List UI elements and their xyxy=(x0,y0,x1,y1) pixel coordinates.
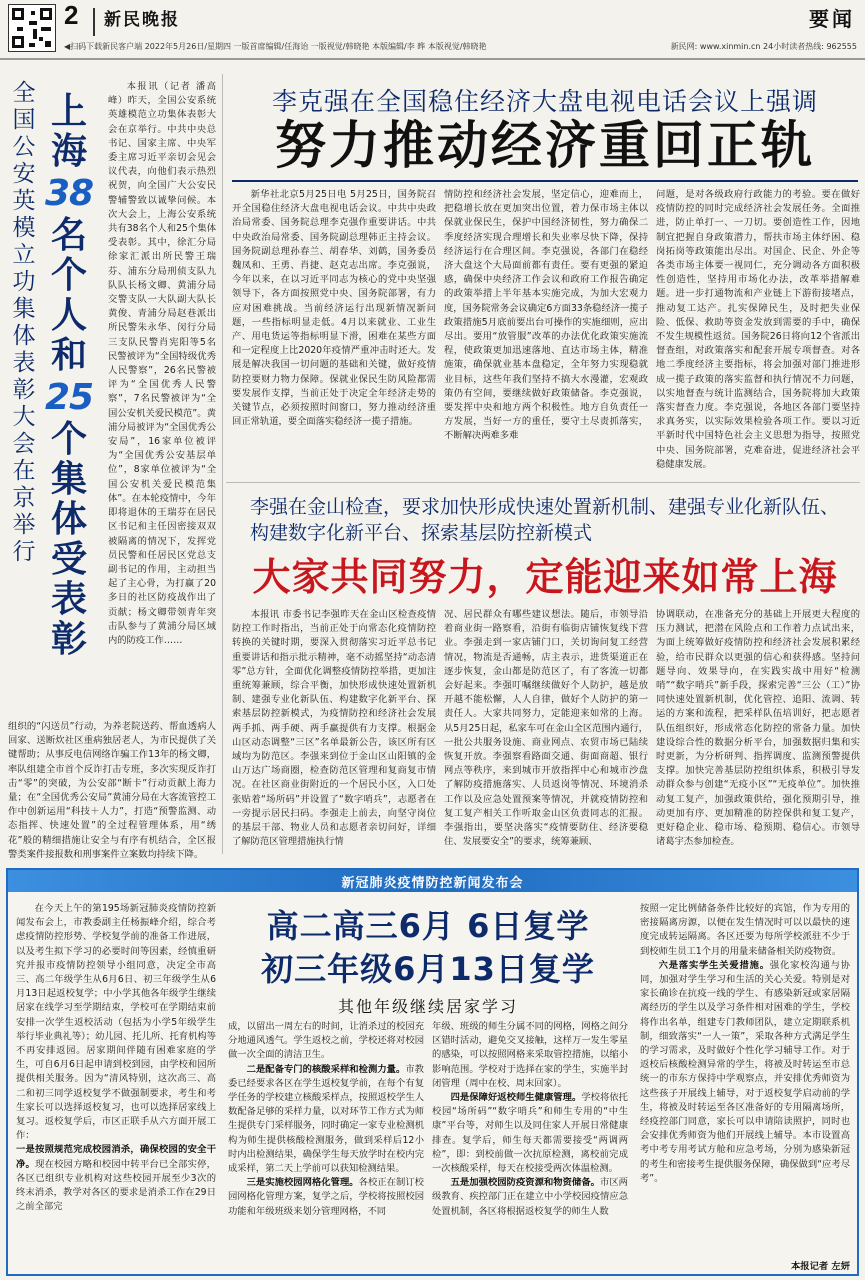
covid-col-2: 成，以留出一周左右的时间，让消杀过的校园充分地通风透气。学生返校之前，学校还将对校园做一次全面的清洁卫生。 二是配备专门的核酸采样和检测力量。市教委已经要求各区在学生返校复学前，在每个有复学任务的学校建立核酸采样点，按照返校学生人数配备足够的采样力量，以对环节工作方式为师生提供专门采样服务，同时确定一家专业检测机构为师生提供核酸检测服务，做到采样后12小时内出检测结果，确保学生每天放学时在校内完成采样，第二天上学前可以获知检测结果。 三是实施校园网格化管理。各校正在制订校园网格化管理方案，复学之后，学校将按照校园功能和年级班级来划分管理网格，不同 xyxy=(228,1021,424,1217)
header-divider xyxy=(93,8,95,36)
covid-col-3: 年级、班级的师生分属不同的网格，网格之间分区错时活动，避免交叉接触，这样万一发生零星的感染，可以按照网格来采取管控措施，以缩小影响范围。学校对于选择在家的学生，实施半封闭管理（周中在校、周末回家）。 四是保障好返校师生健康管理。学校将依托校园“场所码”“数字哨兵”和师生专用的“中生康”平台等，对师生以及同住家人开展日常健康排查。复学后，师生每天都需要接受“两调两检”，即：到校前做一次抗原检测，离校前完成一次核酸采样，每天在校接受两次体温检测。 五是加强校园防疫资源和物资储备。市区两级教育、疾控部门正在建立中小学校园疫情应急处置机制，各区将根据返校复学的师生人数 xyxy=(432,1021,628,1217)
contact-info: 新民网: www.xinmin.cn 24小时读者热线: 962555 xyxy=(670,42,857,51)
covid-subtitle: 其他年级继续居家学习 xyxy=(337,997,518,1016)
edition-info: ◀扫码下载新民客户端 2022年5月26日/星期四 一版首席编辑/任海诒 一版视觉/韩晓艳 本版编辑/李 晔 本版视觉/韩晓艳 xyxy=(64,42,487,51)
title-prefix: 上海 xyxy=(50,91,87,172)
section-divider xyxy=(226,482,860,483)
title-mid: 名个人和 xyxy=(50,215,87,376)
second-article-title: 大家共同努力，定能迎来如常上海 xyxy=(252,555,838,599)
police-article-body-bottom: 组织的“闪送员”行动，为养老院送药、帮血透病人回家、送断炊社区重病独居老人，为市民提供了关键帮助；从事反电信网络诈骗工作13年的杨文卿，率队组建全市首个反诈打击专班，多次实现反诈打击“零”的突破，为公安部“断卡”行动贡献上海力量；在“全国优秀公安局”黄浦分局在大客流管控工作中创新运用“科技＋人力”，打造“预警监测、动态指挥、快速处置”的全过程管理体系，用“绣花”般的精细措施让安全与有序有机结合，全区报警类案件接报数和刑事案件立案数均持续下降。 xyxy=(8,721,216,860)
covid-byline: 本报记者 左妍 xyxy=(790,1261,850,1272)
lead-title-rule xyxy=(232,180,858,182)
qr-code-icon[interactable] xyxy=(8,4,56,52)
covid-title-line-2: 初三年级6月13日复学 xyxy=(261,950,595,988)
lead-article-col-2: 情防控和经济社会发展，坚定信心，迎难而上，把稳增长放在更加突出位置，着力保市场主体以保就业保民生，保护中国经济韧性，努力确保二季度经济实现合理增长和失业率尽快下降，保持经济运行在合理区间。李克强说，各部门在稳经济大盘这个大局面前都有责任。要有更强的紧迫感，确保中央经济工作会议和政府工作报告确定的政策举措上半年基本实施完成，为加大宏观力度，国务院常务会议确定6方面33条稳经济一揽子政策措施5月底前要出台可操作的实施细则，应出尽出。要用“放管服”改革的办法优化政策实施流程，使政策更加迅速落地、直达市场主体，精准施策，确保就业基本盘稳定，全年努力实现稳就业目标，这些年我们坚持不搞大水漫灌，宏观政策仍有空间，要继续做好政策储备。李克强说，要发挥中央和地方两个积极性。地方自负责任一方发展，当好一方的重任，要守土尽责抓落实，不断解决两难多难 xyxy=(444,189,648,442)
second-article-subtitle: 李强在金山检查，要求加快形成快速处置新机制、建强专业化新队伍、构建数字化新平台、探索基层防控新模式 xyxy=(250,496,840,544)
lead-article-title: 努力推动经济重回正轨 xyxy=(274,117,815,176)
covid-col-4: 按照一定比例储备条件比较好的宾馆，作为专用的密接隔离房源，以便在发生情况时可以以最快的速度完成转运隔离。各区还要为每所学校派驻不少于到校师生员工1个月的用量来储备相关防疫物资。 六是落实学生关爱措施。强化家校沟通与协同，加强对学生学习和生活的关心关爱。特别是对家长确诊在抗疫一线的学生、有感染新冠或家居隔离经历的学生以及学习条件相对困难的学生，学校将作出名单，组建专门教师团队，建立定期联系机制，细致落实“一人一策”，采取各种方式满足学生的学习需求，及时做好个性化学习辅导工作。对于返校后核酸检测异常的学生，将被及时转运至市总统一的市东方保持中学观察点，并安排优秀师资为这些孩子开展线上辅导，对于返校复学启动前的学生，将被及时转运至各区准备好的专用隔离场所，经疫控部门同意，家长可以申请陪读照护，同时也会安排优秀师资为他们开展线上辅导。本市设置高考中考专用考试方舱和应急考场，分别为感染新冠的考生和密接考生提供服务保障，确保做到“应考尽考”。 xyxy=(640,903,850,1184)
covid-band-label: 新冠肺炎疫情防控新闻发布会 xyxy=(341,876,524,891)
covid-col-1: 在今天上午的第195场新冠肺炎疫情防控新闻发布会上，市教委副主任杨振峰介绍，综合考虑疫情防控形势、学校复学前的准备工作进展，以及考生拟下学习的必要时间等因素，经慎重研究并报市疫情防控领导小组同意，决定全市高三、高二年级学生从6月6日、初三年级学生从6月13日起返校复学；中小学其他各年级学生继续居家在线学习至学期结束，学校可在学期结束前安排一次学生返校活动（包括为小学5年级学生举行毕业典礼等）；幼儿园、托儿所、托育机构等不再安排返园。居家期间伴随有困难家庭的学生，可自6月6日起申请到校到园，由学校和园所提供相关服务。因为“清风特别，这次高三、高二和初三同学返校复学不做强制要求，考生和考生家长可以选择返校复习，也可以选择居家线上复习。返校复学后，市区正联手从六方面开展工作： 一是按照规范完成校园消杀，确保校园的安全干净。现在校园方略和校园中转平台已全部实停，各区已组织专业机构对这些校园开展至少3次的终末消杀，教学对各区的要求是消杀工作在29日之前全部完 xyxy=(16,903,216,1213)
title-number-38: 38 xyxy=(44,173,94,214)
lead-article-subtitle: 李克强在全国稳住经济大盘电视电话会议上强调 xyxy=(271,87,818,116)
lead-article-col-1: 新华社北京5月25日电 5月25日，国务院召开全国稳住经济大盘电视电话会议。中共中央政治局常委、国务院总理李克强作重要讲话。中共中央政治局常委、国务院副总理韩正主持会议。国务院副总理孙春兰、胡春华、刘鹤，国务委员魏凤和、王勇、肖捷、赵克志出席。李克强说，今年以来，在以习近平同志为核心的党中央坚强领导下，各方面按照党中央、国务院部署，有力应对困难挑战。当前经济运行出现新情况新问题，一些指标明显走低。4月以来就业、工业生产、用电货运等指标明显下滑，困难在某些方面和一定程度上比2020年疫情严重冲击时还大。发展是解决我国一切问题的基础和关键，做好疫情防控要财力物力保障。保就业保民生防风险都需要发展作支撑，当前正处于决定全年经济走势的关键节点，必须按照时间窗口，努力推动经济重回正常轨道，要全面落实稳经济一揽子措施。 xyxy=(232,189,436,428)
section-name: 要闻 xyxy=(809,7,855,31)
title-suffix: 个集体受表彰 xyxy=(50,419,87,660)
column-divider xyxy=(222,74,223,854)
lead-article-col-3: 问题，是对各级政府行政能力的考验。要在做好疫情防控的同时完成经济社会发展任务。全面推进，防止单打一、一刀切。要创造性工作，因地制宜把握自身政策潜力，帮扶市场主体纾困、稳岗拓岗等政策能出尽出。对国企、民企、外企等各类市场主体要一视同仁，充分调动各方面积极性创造性，坚持用市场化办法，改革举措解难题。进一步打通物流和产业链上下游衔接堵点，推动复工达产。扎实保障民生，及时把失业保险、低保、救助等资金发放到需要的手中，确保不发生规模性返贫。国务院26日将向12个省派出督查组，对政策落实和配套开展专项督查。对各地二季度经济主要指标，将会加强对部门推进形成一揽子政策的落实监督和执行情况不力问题，以实地督查与统计监测结合，国务院将加大政策落实督查力度。李克强说，各地区各部门要坚持求真务实，以实际效果检验各项工作。要以习近平新时代中国特色社会主义思想为指导，按照党中央、国务院部署，克难奋进，促进经济社会平稳健康发展。 xyxy=(656,189,860,470)
newspaper-name: 新民晚报 xyxy=(104,10,180,30)
page-number: 2 xyxy=(64,0,79,30)
covid-title-line-1: 高二高三6月 6日复学 xyxy=(266,907,590,945)
second-article-col-1: 本报讯 市委书记李强昨天在金山区检查疫情防控工作时指出，当前正处于向常态化疫情防控转换的关键时期，要深入贯彻落实习近平总书记重要讲话和指示批示精神，毫不动摇坚持“动态清零”总方针，全面优化调整疫情防控举措，更加注重统筹兼顾，综合平衡，加快形成快速处置新机制、建强专业化新队伍、构建数字化新平台、探索基层防控新模式，为疫情防控和经济社会发展两手抓、两手硬、两手赢提供有力支撑。根据金山区动态调整“三区”名单最新公告，该区所有区域均为防范区。李强来到位于金山区山阳镇的金山万达广场商圈，检查防范区管理和复商复市情况。在社区商业街附近的一个居民小区，入口处张贴着“场所码”并设置了“数字哨兵”，志愿者在一旁提示居民扫码。李强走上前去，向坚守岗位的基层干部、物业人员和志愿者亲切问好，详细了解防范区管理措施执行情 xyxy=(232,609,436,848)
second-article-col-3: 协调联动，在准备充分的基础上开展更大程度的压力测试，把潜在风险点和工作着力点试出来，为面上统筹做好疫情防控和经济社会发展积累经验，给市民群众以更强的信心和获得感。坚持问题导向、效果导向，在实践实战中用好“检测哨”“数字哨兵”新手段，探索完善“三公（工）”协同快速处置新机制，优化管控、追阳、流调、转运的方案和流程，把采样队伍培训好，把志愿者队伍组织好，形成常态化防控的常备力量。加快建设综合性的数据分析平台，加强数据归集和实时更新，为分析研判、指挥调度、监测预警提供支撑。加快完善基层防控组织体系，积极引导发动群众参与创建“无疫小区”“无疫单位”。加快推动复工复产，加强政策供给，强化预期引导，推动更加有序、更加精准的防控保供和复工复产，更好稳企业、稳市场、稳预期、稳信心。市领导诸葛宇杰参加检查。 xyxy=(656,609,860,848)
title-number-25: 25 xyxy=(44,377,94,418)
police-article-body: 本报讯（记者 潘高峰）昨天，全国公安系统英雄模范立功集体表彰大会在京举行。中共中央总书记、国家主席、中央军委主席习近平亲切会见会议代表，向他们表示热烈祝贺，向全国广大公安民警辅警致以诚挚问候。本次大会上，上海公安系统共有38名个人和25个集体受表彰。其中，徐汇分局徐家汇派出所民警王瑞芬、浦东分局刑侦支队九队队长杨文卿、黄浦分局交警支队一大队副大队长黄俊、青浦分局赵巷派出所民警朱永华、闵行分局三支队民警肖宪阳等5名民警被评为“全国特级优秀人民警察”，26名民警被评为“全国优秀人民警察”，7名民警被评为“全国公安机关爱民模范”。黄浦分局被评为“全国优秀公安局”，16家单位被评为“全国优秀公安基层单位”，8家单位被评为“全国公安机关爱民模范集体”。在本轮疫情中，今年即将退休的王瑞芬在居民区书记和主任因密接双双被隔离的情况下，发挥党员民警和任居民区党总支副书记的作用，主动担当起了主心骨，为打赢了20多日的社区防疫战作出了贡献；杨文卿带领青年突击队参与了黄浦分局区域内的防疫工作…… xyxy=(108,81,216,646)
second-article-col-2: 况、居民群众有哪些建议想法。随后，市领导沿着商业街一路察看，沿街有临街店铺恢复线下营业。李强走到一家店铺门口，关切询问复工经营情况，物流是否通畅，店主表示，进货渠道正在逐步恢复，金山都是防范区了，有了客流一切都会好起来。李强叮嘱继续做好个人防护，越是放开越不能松懈，人人自律，做好个人防护的第一责任人。大家共同努力，定能迎来如常的上海。从5月25日起，私家车可在金山全区范围内通行，一批公共服务设施、商业网点、农贸市场已陆续恢复开放。李强察看路面交通、街面商超、银行网点等秩序，来到城市开放指挥中心和城市沙盘了解防疫措施落实、人员返岗等情况、环境消杀工作以及应急处置预案等情况，并就疫情防控和复工复产相关工作听取金山区负责同志的汇报。李强指出，要坚决落实“疫情要防住、经济要稳住、发展要安全”的要求，统筹兼顾、 xyxy=(444,609,648,848)
police-article-subtitle: 全国公安英模立功集体表彰大会在京举行 xyxy=(12,80,36,565)
police-article-title xyxy=(40,92,98,660)
